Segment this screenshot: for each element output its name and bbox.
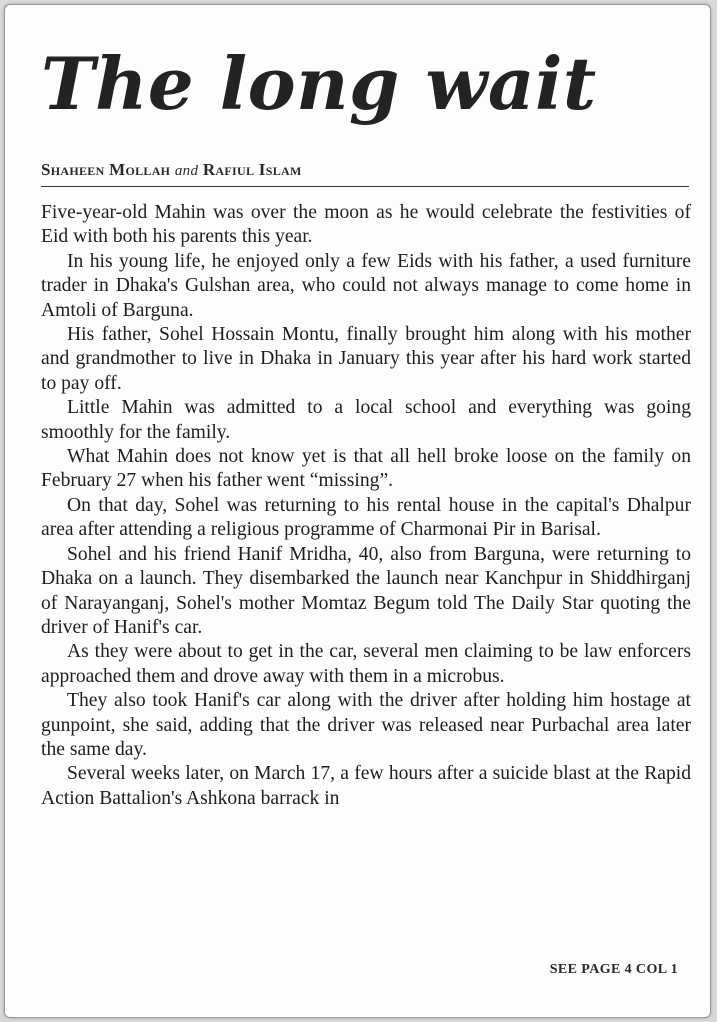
byline-rule bbox=[41, 186, 689, 187]
paragraph: His father, Sohel Hossain Montu, finally brought him along with his mother and grandmother to live in Dhaka in January this year after his hard work started to pay off. bbox=[41, 324, 691, 394]
paragraph: As they were about to get in the car, several men claiming to be law enforcers approached them and drove away with them in a microbus. bbox=[41, 641, 691, 687]
byline bbox=[41, 159, 302, 182]
paragraph: Several weeks later, on March 17, a few hours after a suicide blast at the Rapid Action Battalion's Ashkona barrack in bbox=[41, 763, 691, 809]
paragraph: On that day, Sohel was returning to his rental house in the capital's Dhalpur area after attending a religious programme of Charmonai Pir in Barisal. bbox=[41, 494, 691, 541]
headline: The long wait bbox=[41, 41, 597, 126]
paragraph: Sohel and his friend Hanif Mridha, 40, also from Barguna, were returning to Dhaka on a launch. They disembarked the launch near Kanchpur in Shiddhirganj of Narayanganj, Sohel's mother Momtaz Begum told The Daily Star quoting the driver of Hanif's car. bbox=[41, 543, 691, 638]
news-clipping bbox=[4, 4, 711, 1018]
paragraph: Little Mahin was admitted to a local school and everything was going smoothly for the family. bbox=[41, 397, 691, 443]
article-body bbox=[41, 201, 691, 811]
jump-line: SEE PAGE 4 COL 1 bbox=[549, 962, 678, 977]
paragraph: They also took Hanif's car along with the driver after holding him hostage at gunpoint, she said, adding that the driver was released near Purbachal area later the same day. bbox=[41, 690, 691, 760]
paragraph: In his young life, he enjoyed only a few Eids with his father, a used furniture trader in Dhaka's Gulshan area, who could not always manage to come home in Amtoli of Barguna. bbox=[41, 250, 691, 321]
author-1: Shaheen Mollah bbox=[41, 160, 171, 179]
author-2: Rafiul Islam bbox=[202, 160, 302, 179]
paragraph: What Mahin does not know yet is that all hell broke loose on the family on February 27 when his father went “missing”. bbox=[41, 446, 691, 492]
byline-and: and bbox=[174, 163, 199, 179]
paragraph: Five-year-old Mahin was over the moon as he would celebrate the festivities of Eid with both his parents this year. bbox=[41, 202, 691, 248]
